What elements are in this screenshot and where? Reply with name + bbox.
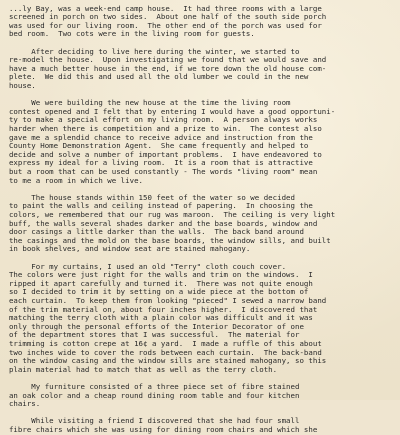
text-line: house.: [0, 81, 36, 90]
text-line: only through the personal efforts of the Interior Decorator of one: [0, 321, 304, 331]
text-line: buff, the walls several shades darker and the base boards, window and: [0, 218, 318, 228]
text-line: contest opened and I felt that by entering I would have a good opportuni-: [0, 106, 336, 116]
text-line: two inches wide to cover the rods between each curtain. The back-band: [0, 347, 322, 357]
text-line: After deciding to live here during the winter, we started to: [0, 46, 300, 56]
text-line: trimming is cotton crepe at 16¢ a yard. I made a ruffle of this about: [0, 339, 322, 348]
text-line: of the department stores that I was successful. The material for: [0, 330, 300, 340]
text-line: chairs.: [0, 399, 41, 409]
text-line: County Home Demonstration Agent. She came frequently and helped to: [0, 141, 309, 151]
text-line: so I decided to trim it by setting on a wide piece at the bottom of: [0, 287, 309, 297]
text-line: have a much better house in the end, if we tore down the old house com-: [0, 63, 327, 73]
text-line: bed room. Two cots were in the living room for guests.: [0, 29, 255, 39]
text-line: decide and solve a number of important problems. I have endeavored to: [0, 149, 322, 159]
text-line: each curtain. To keep them from looking "pieced" I sewed a narrow band: [0, 296, 327, 305]
text-line: was used for our living room. The other end of the porch was used for: [0, 20, 322, 30]
text-line: ty to make a special effort on my living room. A person always works: [0, 115, 318, 125]
text-line: the casings and the mold on the base boards, the window sills, and built: [0, 235, 331, 245]
text-line: door casings a little darker than the walls. The back band around: [0, 227, 304, 237]
text-line: The house stands within 150 feet of the water so we decided: [0, 192, 295, 202]
text-line: plete. We did this and used all the old lumber we could in the new: [0, 72, 309, 82]
text-line: screened in porch on two sides. About one half of the south side porch: [0, 12, 327, 22]
text-line: ...ly Bay, was a week-end camp house. It had three rooms with a large: [0, 3, 322, 13]
text-line: We were building the new house at the time the living room: [0, 98, 291, 108]
text-line: harder when there is competition and a prize to win. The contest also: [0, 124, 322, 133]
text-line: to me a room in which we live.: [0, 175, 144, 185]
text-line: plain material had to match that as well as the terry cloth.: [0, 364, 278, 374]
text-line: fibre chairs which she was using for dining room chairs and which she: [0, 425, 318, 434]
text-line: in book shelves, and window seat are stained mahogany.: [0, 244, 251, 254]
text-line: on the window casing and the window sills are stained mahogany, so this: [0, 356, 327, 366]
text-line: For my curtains, I used an old "Terry" cloth couch cover.: [0, 261, 287, 271]
text-line: re-model the house. Upon investigating we found that we would save and: [0, 55, 327, 65]
text-line: ripped it apart carefully and turned it. There was not quite enough: [0, 278, 313, 288]
text-line: of the trim material on, about four inches higher. I discovered that: [0, 304, 318, 314]
text-line: but a room that can be used constantly - The words "living room" mean: [0, 167, 318, 176]
text-line: matching the terry cloth with a plain color was difficult and it was: [0, 313, 313, 323]
text-line: While visiting a friend I discovered that she had four small: [0, 416, 300, 426]
text-line: The colors were just right for the walls and trim on the windows. I: [0, 270, 313, 280]
text-line: express my ideal for a living room. It is a room that is attractive: [0, 158, 313, 168]
text-line: to paint the walls and ceiling instead of papering. In choosing the: [0, 201, 313, 211]
text-line: colors, we remembered that our rug was maroon. The ceiling is very light: [0, 210, 336, 219]
text-line: gave me a splendid chance to receive advice and instruction from the: [0, 132, 313, 142]
text-line: My furniture consisted of a three piece set of fibre stained: [0, 382, 300, 391]
text-line: an oak color and a cheap round dining room table and four kitchen: [0, 390, 300, 400]
